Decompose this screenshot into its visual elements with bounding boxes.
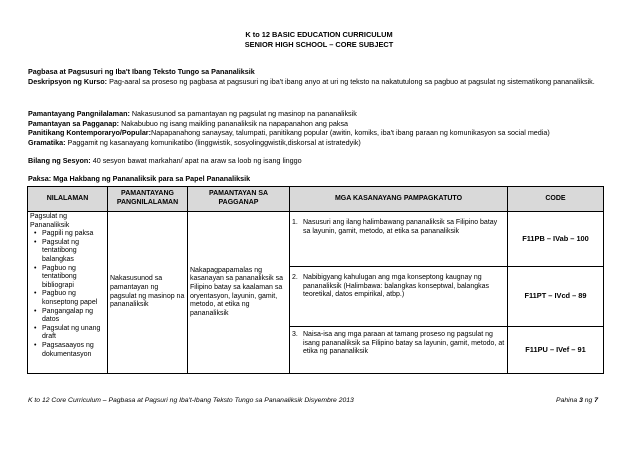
competency-text: Naisa-isa ang mga paraan at tamang proseso ng pagsulat ng isang pananaliksik sa Filipino batay sa layunin, gamit, metodo, at etika ng pananaliksik — [303, 331, 505, 356]
list-item: • Pangangalap ng datos — [42, 308, 105, 325]
table-header-row — [28, 187, 604, 212]
literature-line: Panitikang Kontemporaryo/Popular:Napapanahong sanaysay, talumpati, panitikang popular (awitin, komiks, iba't ibang paraan ng komunikasyon sa social media) — [28, 128, 550, 138]
sessions-line: Bilang ng Sesyon: 40 sesyon bawat markahan/ apat na araw sa loob ng isang linggo — [28, 156, 302, 165]
curriculum-table — [27, 186, 604, 374]
course-section — [28, 67, 598, 86]
competency-text: Nasusuri ang ilang halimbawang pananaliksik sa Filipino batay sa layunin, gamit, metodo, at etika sa pananaliksik — [303, 219, 498, 235]
list-item: • Pagbuo ng tentatibong bibliograpi — [42, 265, 105, 291]
list-item: • Pagsasaayos ng dokumentasyon — [42, 342, 105, 359]
content-standard-line: Pamantayang Pangnilalaman: Nakasusunod sa pamantayan ng pagsulat ng masinop na pananaliksik — [28, 109, 357, 118]
header-nilalaman: NILALAMAN — [28, 187, 108, 212]
list-item: • Pagsulat ng tentatibong balangkas — [42, 239, 105, 265]
standards-section — [28, 109, 598, 147]
competency-cell-1 — [290, 212, 508, 267]
performance-standard-cell: Nakapagpapamalas ng kasanayan sa pananaliksik sa Filipino batay sa kaalaman sa oryentasyon, layunin, gamit, metodo, at etika ng pananaliksik — [188, 212, 290, 374]
competency-number: 1. — [292, 219, 298, 226]
grammar-line: Gramatika: Paggamit ng kasanayang komunikatibo (linggwistik, sosyolinggwistik,diskorsal at istratedyik) — [28, 137, 361, 147]
topic-line: Paksa: Mga Hakbang ng Pananaliksik para sa Papel Pananaliksik — [28, 174, 251, 183]
competency-cell-3 — [290, 327, 508, 374]
course-title: Pagbasa at Pagsusuri ng Iba't Ibang Teksto Tungo sa Pananaliksik — [28, 67, 255, 76]
table-row — [28, 212, 604, 267]
content-standard-cell: Nakasusunod sa pamantayan ng pagsulat ng masinop na pananaliksik — [108, 212, 188, 374]
curriculum-title: K to 12 BASIC EDUCATION CURRICULUM — [245, 30, 393, 39]
header-pamantayang-pangnilalaman: PAMANTAYANG PANGNILALAMAN — [108, 187, 188, 212]
list-item: • Pagbuo ng konseptong papel — [42, 290, 105, 307]
curriculum-subtitle: SENIOR HIGH SCHOOL – CORE SUBJECT — [244, 40, 394, 49]
competency-number: 3. — [292, 331, 298, 338]
header-code: CODE — [508, 187, 604, 212]
content-list — [30, 230, 105, 359]
competency-cell-2 — [290, 267, 508, 327]
footer-text: K to 12 Core Curriculum – Pagbasa at Pagsuri ng Iba't-Ibang Teksto Tungo sa Pananaliksik Disyembre 2013 — [28, 397, 354, 404]
competency-code: F11PT – IVcd – 89 — [508, 267, 604, 327]
content-cell — [28, 212, 108, 374]
competency-number: 2. — [292, 274, 298, 281]
performance-standard-line: Pamantayan sa Pagganap: Nakabubuo ng isang maikling pananaliksik na napapanahon ang paksa — [28, 118, 349, 128]
page-number: Pahina 3 ng 7 — [556, 397, 598, 404]
list-item: • Pagpili ng paksa — [42, 230, 105, 239]
header-kasanayang-pampagkatuto: MGA KASANAYANG PAMPAGKATUTO — [290, 187, 508, 212]
list-item: • Pagsulat ng unang draft — [42, 325, 105, 342]
competency-code: F11PB – IVab – 100 — [508, 212, 604, 267]
content-intro: Pagsulat ng Pananaliksik — [30, 213, 70, 229]
course-description: Deskripsyon ng Kurso: Pag-aaral sa proseso ng pagbasa at pagsusuri ng iba't ibang anyo at uri ng teksto na nakatutulong sa pagbuo at pagsulat ng sistematikong pananaliksik. — [28, 76, 595, 86]
competency-code: F11PU – IVef – 91 — [508, 327, 604, 374]
competency-text: Nabibigyang kahulugan ang mga konseptong kaugnay ng pananaliksik (Halimbawa: balangkas konseptwal, balangkas teoretikal, datos empirikal, atbp.) — [303, 274, 489, 299]
header-pamantayan-sa-pagganap: PAMANTAYAN SA PAGGANAP — [188, 187, 290, 212]
